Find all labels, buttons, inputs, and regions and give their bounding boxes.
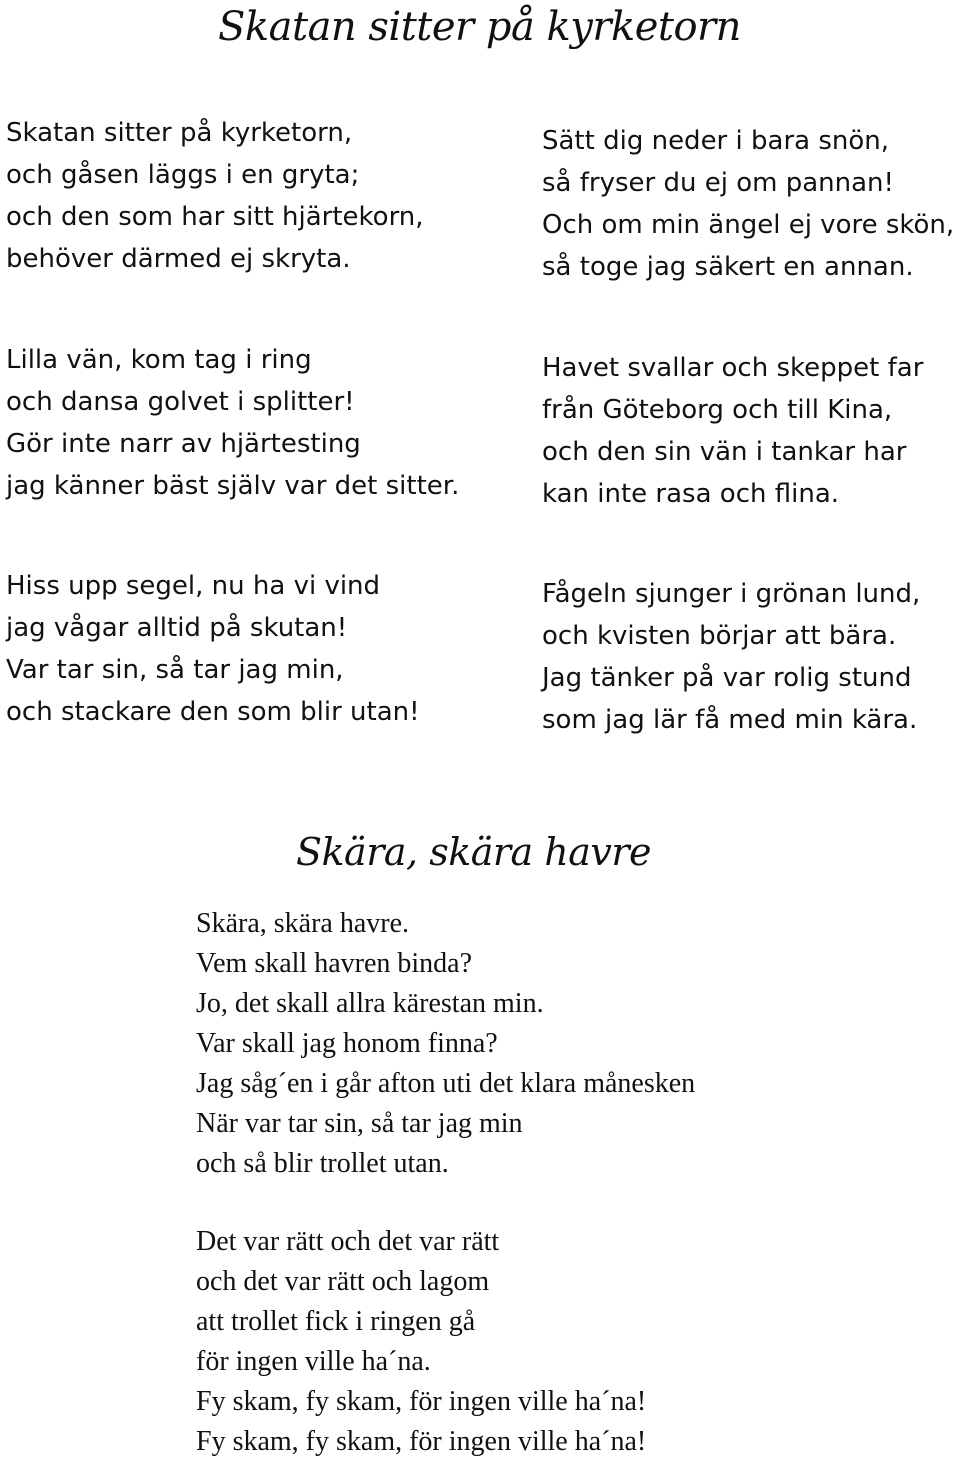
verse-line: behöver därmed ej skryta. [6,244,351,274]
verse-line: och kvisten börjar att bära. [542,621,897,651]
verse-line: Det var rätt och det var rätt [196,1226,500,1257]
stanza-2 [6,339,459,507]
verse-line: och den sin vän i tankar har [542,437,907,467]
stanza-5 [542,347,923,515]
verse-line: och gåsen läggs i en gryta; [6,160,360,190]
stanza-4 [542,120,954,288]
stanza-3 [6,565,420,733]
verse-line: Jag såg´en i går afton uti det klara månesken [196,1068,696,1099]
verse-line: Skära, skära havre. [196,908,410,939]
verse-line: Var tar sin, så tar jag min, [6,655,344,685]
verse-line: kan inte rasa och flina. [542,479,840,509]
verse-line: Och om min ängel ej vore skön, [542,210,955,240]
verse-line: så toge jag säkert en annan. [542,252,914,282]
verse-line: och så blir trollet utan. [196,1148,449,1179]
verse-line: jag känner bäst själv var det sitter. [6,471,460,501]
verse-line: Lilla vän, kom tag i ring [6,345,312,375]
stanza-7 [196,904,695,1184]
song-title: Skära, skära havre [296,830,652,874]
stanza-6 [542,573,920,741]
verse-line: Fågeln sjunger i grönan lund, [542,579,921,609]
verse-line: Havet svallar och skeppet far [542,353,924,383]
stanza-1 [6,112,424,280]
verse-line: Jag tänker på var rolig stund [542,663,912,693]
verse-line: som jag lär få med min kära. [542,705,918,735]
verse-line: och den som har sitt hjärtekorn, [6,202,424,232]
verse-line: Jo, det skall allra kärestan min. [196,988,544,1019]
verse-line: och dansa golvet i splitter! [6,387,355,417]
verse-line: Sätt dig neder i bara snön, [542,126,890,156]
verse-line: Vem skall havren binda? [196,948,473,979]
verse-line: från Göteborg och till Kina, [542,395,893,425]
verse-line: jag vågar alltid på skutan! [6,613,348,643]
verse-line: Gör inte narr av hjärtesting [6,429,361,459]
verse-line: Skatan sitter på kyrketorn, [6,118,353,148]
verse-line: för ingen ville ha´na. [196,1346,431,1377]
verse-line: Var skall jag honom finna? [196,1028,498,1059]
verse-line: och det var rätt och lagom [196,1266,490,1297]
verse-line: När var tar sin, så tar jag min [196,1108,523,1139]
verse-line: Fy skam, fy skam, för ingen ville ha´na! [196,1386,647,1417]
verse-line: så fryser du ej om pannan! [542,168,894,198]
verse-line: och stackare den som blir utan! [6,697,420,727]
verse-line: att trollet fick i ringen gå [196,1306,476,1337]
song-title: Skatan sitter på kyrketorn [218,4,741,50]
verse-line: Hiss upp segel, nu ha vi vind [6,571,381,601]
verse-line: Fy skam, fy skam, för ingen ville ha´na! [196,1426,647,1457]
stanza-8 [196,1222,646,1462]
